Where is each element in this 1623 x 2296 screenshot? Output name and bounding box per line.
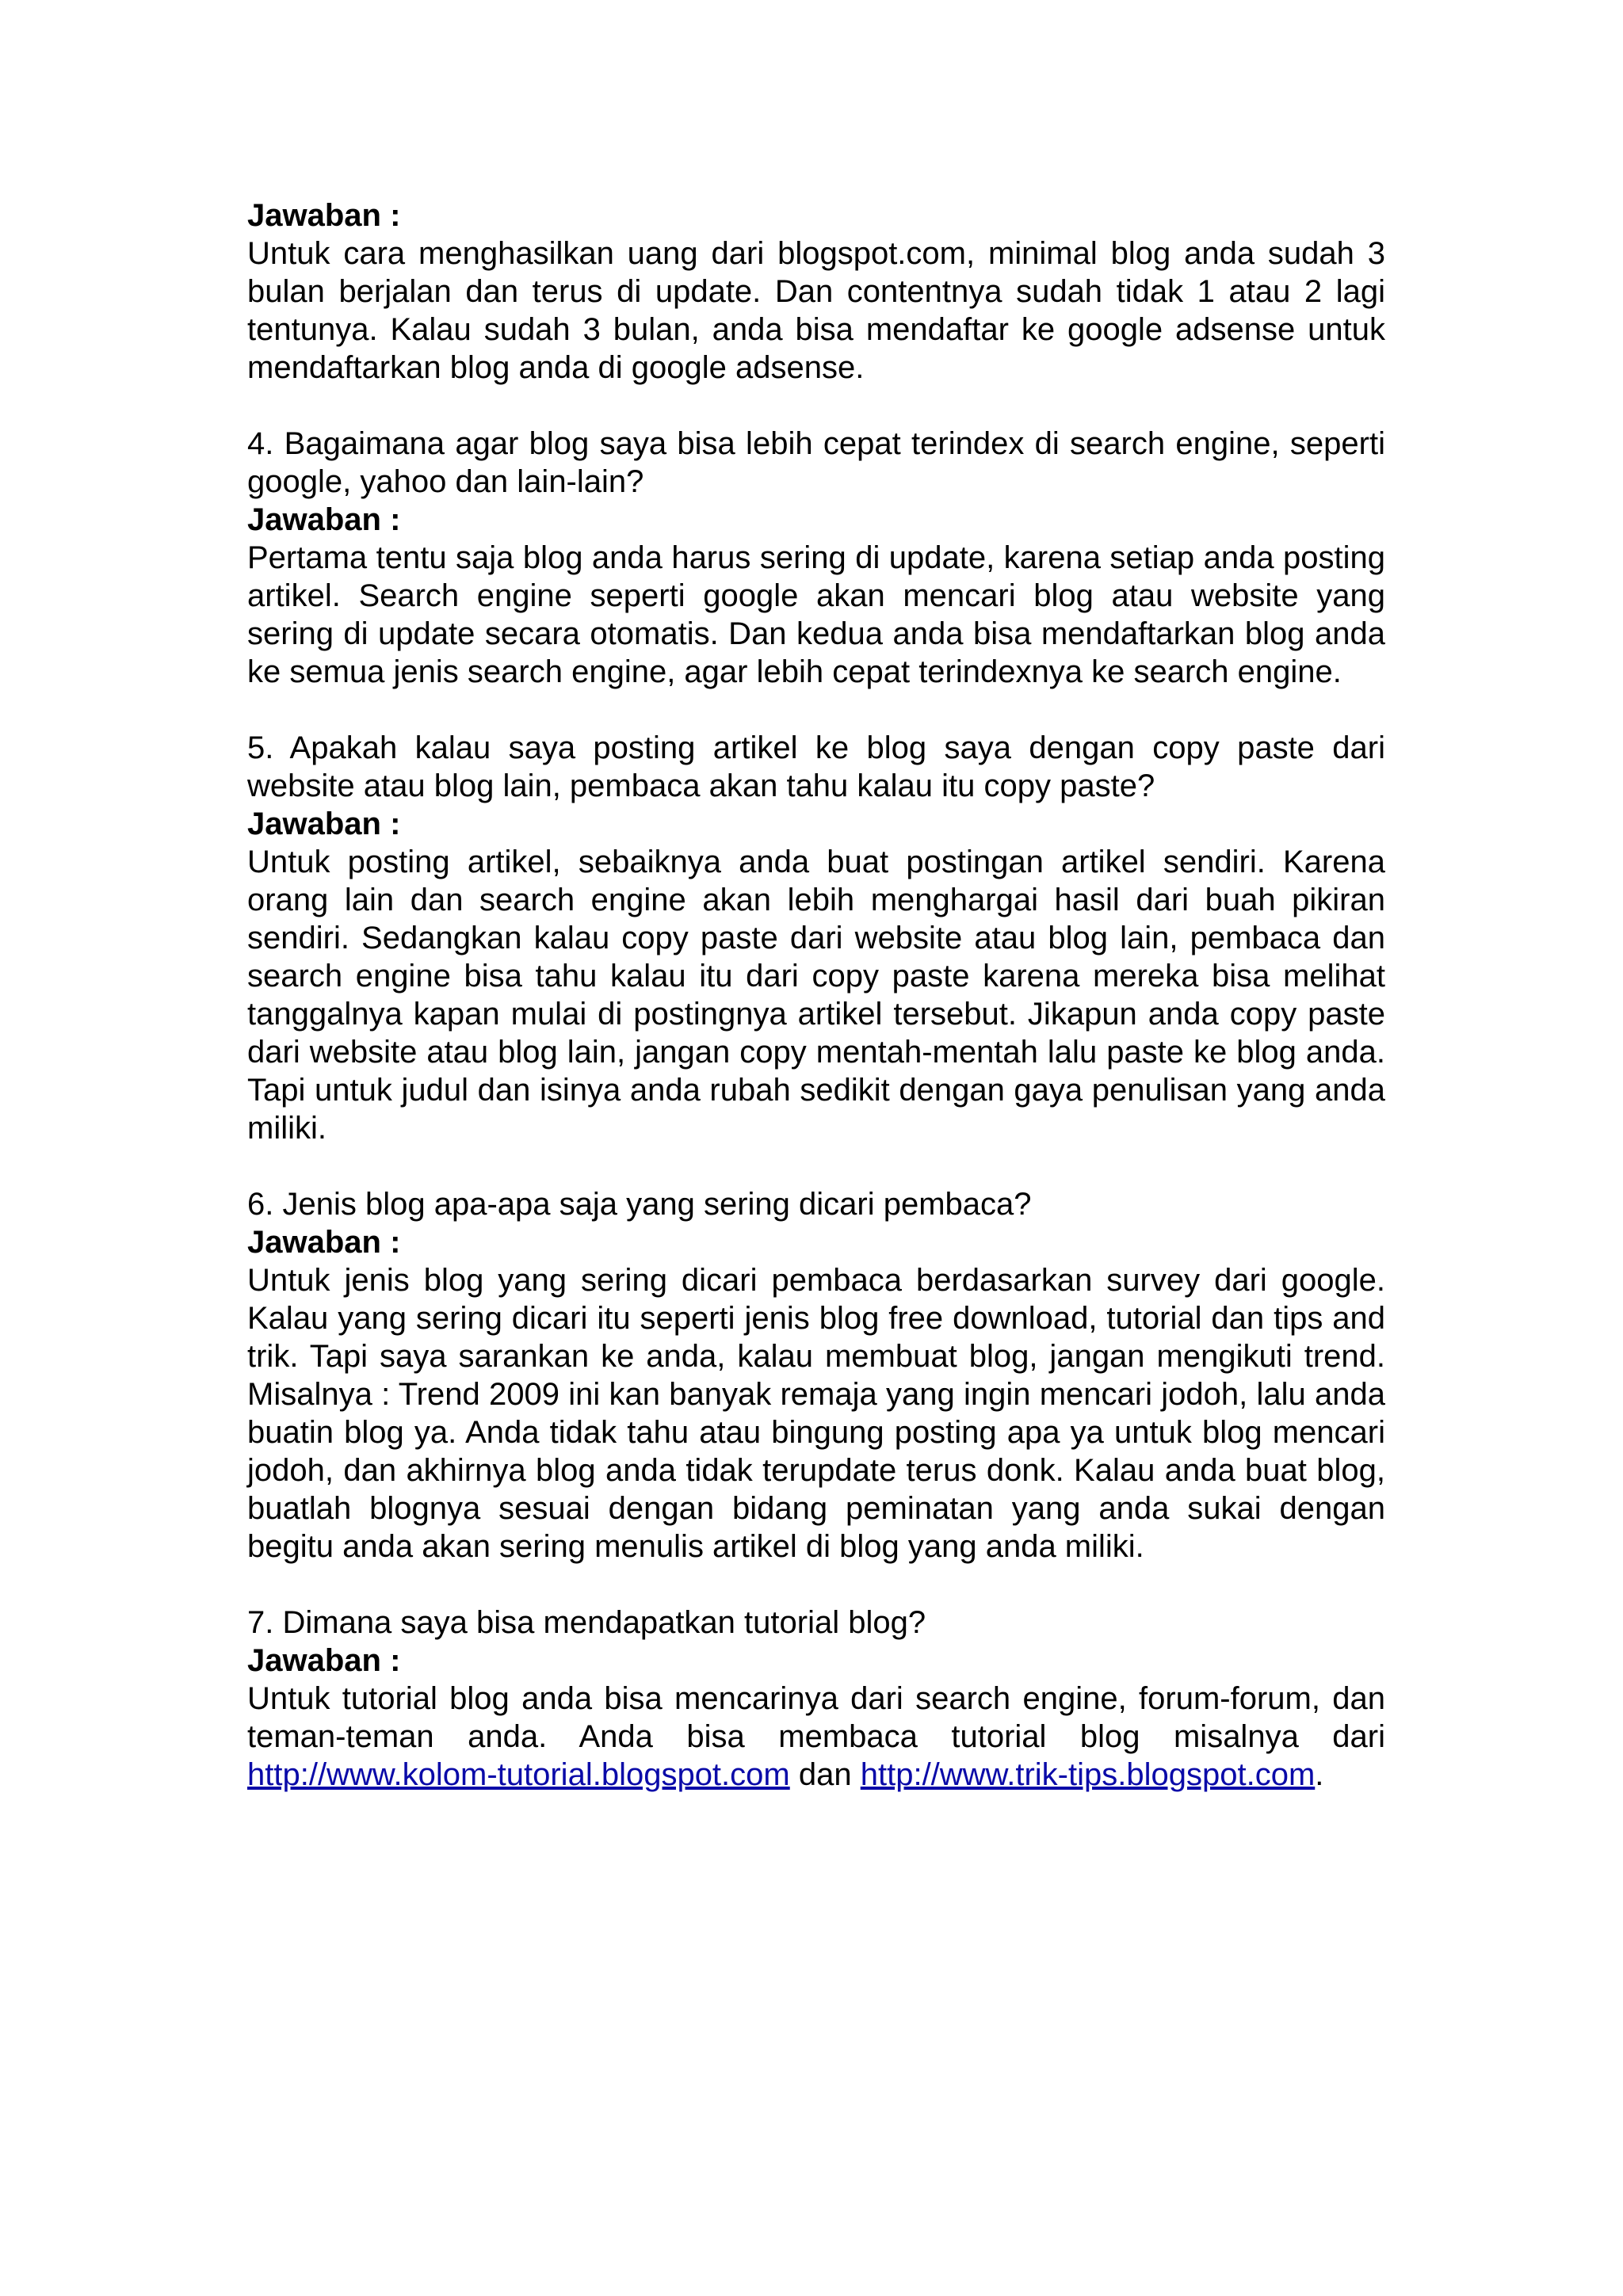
faq-item-4	[247, 425, 1385, 691]
answer-text	[247, 1680, 1385, 1794]
link-kolom-tutorial[interactable]: http://www.kolom-tutorial.blogspot.com	[247, 1757, 790, 1792]
answer-text: Untuk jenis blog yang sering dicari pembaca berdasarkan survey dari google. Kalau yang sering dicari itu seperti jenis blog free download, tutorial dan tips and trik. Tapi saya sarankan ke anda, kalau membuat blog, jangan mengikuti trend. Misalnya : Trend 2009 ini kan banyak remaja yang ingin mencari jodoh, lalu anda buatin blog ya. Anda tidak tahu atau bingung posting apa ya untuk blog mencari jodoh, dan akhirnya blog anda tidak terupdate terus donk. Kalau anda buat blog, buatlah blognya sesuai dengan bidang peminatan yang anda sukai dengan begitu anda akan sering menulis artikel di blog yang anda miliki.	[247, 1263, 1385, 1564]
link-trik-tips[interactable]: http://www.trik-tips.blogspot.com	[860, 1757, 1316, 1792]
document-page	[247, 196, 1385, 1794]
answer-text-prefix: Untuk tutorial blog anda bisa mencarinya dari search engine, forum-forum, dan teman-teman anda. Anda bisa membaca tutorial blog misalnya dari	[247, 1681, 1385, 1754]
faq-item-7	[247, 1604, 1385, 1794]
faq-item-6	[247, 1185, 1385, 1566]
answer-text: Pertama tentu saja blog anda harus sering di update, karena setiap anda posting artikel. Search engine seperti google akan mencari blog atau website yang sering di update secara otomatis. Dan kedua anda bisa mendaftarkan blog anda ke semua jenis search engine, agar lebih cepat terindexnya ke search engine.	[247, 540, 1385, 689]
question-text: 6. Jenis blog apa-apa saja yang sering dicari pembaca?	[247, 1187, 1032, 1222]
answer-label: Jawaban :	[247, 1643, 401, 1678]
question-text: 5. Apakah kalau saya posting artikel ke blog saya dengan copy paste dari website atau blog lain, pembaca akan tahu kalau itu copy paste?	[247, 730, 1385, 803]
answer-label: Jawaban :	[247, 502, 401, 537]
answer-end: .	[1315, 1757, 1324, 1792]
answer-text: Untuk posting artikel, sebaiknya anda buat postingan artikel sendiri. Karena orang lain dan search engine akan lebih menghargai hasil dari buah pikiran sendiri. Sedangkan kalau copy paste dari website atau blog lain, pembaca dan search engine bisa tahu kalau itu dari copy paste karena mereka bisa melihat tanggalnya kapan mulai di postingnya artikel tersebut. Jikapun anda copy paste dari website atau blog lain, jangan copy mentah-mentah lalu paste ke blog anda. Tapi untuk judul dan isinya anda rubah sedikit dengan gaya penulisan yang anda miliki.	[247, 845, 1385, 1146]
question-text: 4. Bagaimana agar blog saya bisa lebih cepat terindex di search engine, seperti google, yahoo dan lain-lain?	[247, 426, 1385, 499]
answer-label: Jawaban :	[247, 198, 401, 233]
faq-item-5	[247, 729, 1385, 1147]
answer-label: Jawaban :	[247, 807, 401, 841]
answer-text: Untuk cara menghasilkan uang dari blogspot.com, minimal blog anda sudah 3 bulan berjalan dan terus di update. Dan contentnya sudah tidak 1 atau 2 lagi tentunya. Kalau sudah 3 bulan, anda bisa mendaftar ke google adsense untuk mendaftarkan blog anda di google adsense.	[247, 236, 1385, 385]
answer-block-3	[247, 196, 1385, 387]
question-text: 7. Dimana saya bisa mendapatkan tutorial blog?	[247, 1605, 926, 1640]
answer-joiner: dan	[798, 1757, 852, 1792]
answer-label: Jawaban :	[247, 1225, 401, 1260]
